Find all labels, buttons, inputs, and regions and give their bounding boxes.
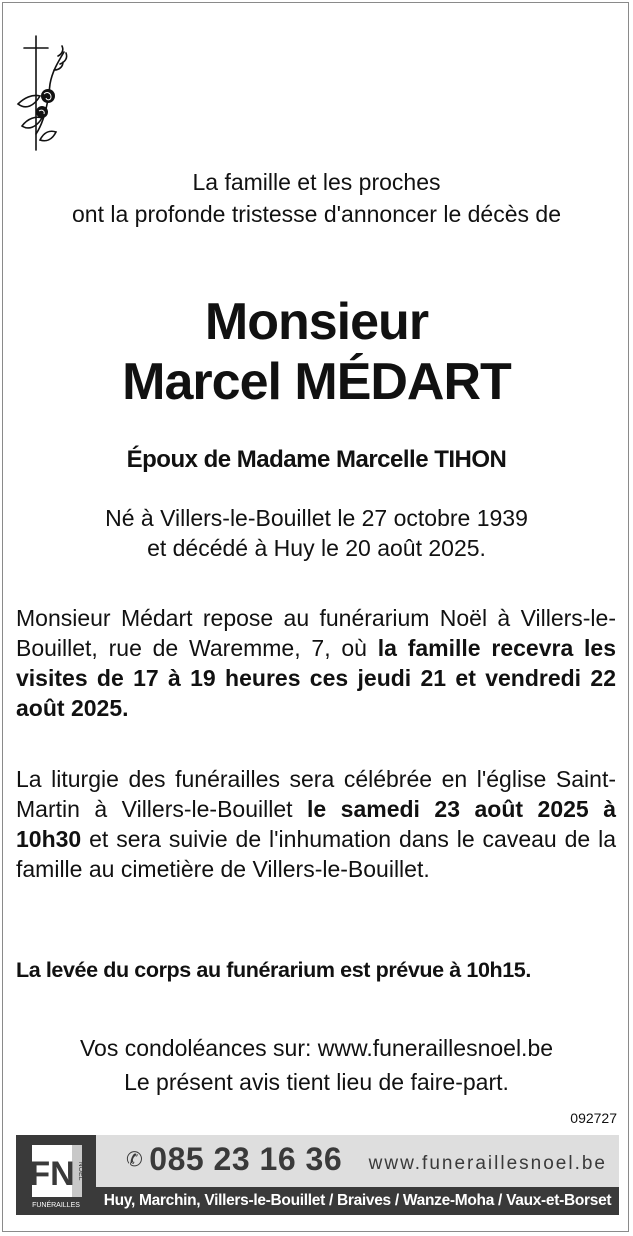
reference-number: 092727 [570, 1110, 617, 1126]
phone-number[interactable] [126, 1141, 342, 1178]
logo-letters: FN [29, 1155, 75, 1193]
funeral-home-logo [24, 1139, 88, 1211]
liturgy-paragraph [16, 764, 616, 884]
footer-contact-strip [96, 1135, 619, 1187]
death-line: et décédé à Huy le 20 août 2025. [147, 535, 486, 561]
phone-text: 085 23 16 36 [149, 1141, 343, 1177]
intro-line-2: ont la profonde tristesse d'annoncer le décès de [72, 201, 561, 227]
dates-block [0, 503, 633, 563]
liturgy-bold-text: le samedi 23 août 2025 à 10h30 [16, 796, 616, 852]
visitation-bold-text: la famille recevra les visites de 17 à 19 heures ces jeudi 21 et vendredi 22 août 2025. [16, 635, 616, 721]
footer-towns-strip [96, 1187, 619, 1215]
deceased-name: Marcel MÉDART [122, 353, 511, 411]
deceased-name-block [0, 292, 633, 412]
birth-line: Né à Villers-le-Bouillet le 27 octobre 1939 [105, 505, 528, 531]
notice-line: Le présent avis tient lieu de faire-part. [124, 1069, 509, 1095]
deceased-title: Monsieur [204, 293, 429, 351]
logo-caption: FUNÉRAILLES [32, 1202, 80, 1209]
visitation-paragraph [16, 603, 616, 723]
levee-line: La levée du corps au funérarium est prévue à 10h15. [16, 958, 531, 982]
website-link[interactable]: www.funeraillesnoel.be [368, 1153, 607, 1174]
spouse-line: Époux de Madame Marcelle TIHON [126, 446, 507, 473]
logo-side-text: NOËL [77, 1161, 84, 1181]
cross-with-roses-icon [14, 34, 72, 152]
phone-icon: ✆ [126, 1147, 144, 1171]
intro-text [0, 166, 633, 230]
intro-line-1: La famille et les proches [192, 169, 441, 195]
closing-block [0, 1031, 633, 1099]
liturgy-text-1: La liturgie des funérailles sera célébrée en l'église Saint-Martin à Villers-le-Bouillet [16, 766, 616, 822]
liturgy-text-2: et sera suivie de l'inhumation dans le caveau de la famille au cimetière de Villers-le-Bouillet. [16, 826, 616, 882]
funeral-home-footer [16, 1135, 619, 1215]
condolences-line: Vos condoléances sur: www.funeraillesnoel.be [79, 1035, 554, 1061]
towns-list: Huy, Marchin, Villers-le-Bouillet / Braives / Wanze-Moha / Vaux-et-Borset [103, 1192, 612, 1209]
visitation-text: Monsieur Médart repose au funérarium Noël à Villers-le-Bouillet, rue de Waremme, 7, où [16, 605, 616, 661]
